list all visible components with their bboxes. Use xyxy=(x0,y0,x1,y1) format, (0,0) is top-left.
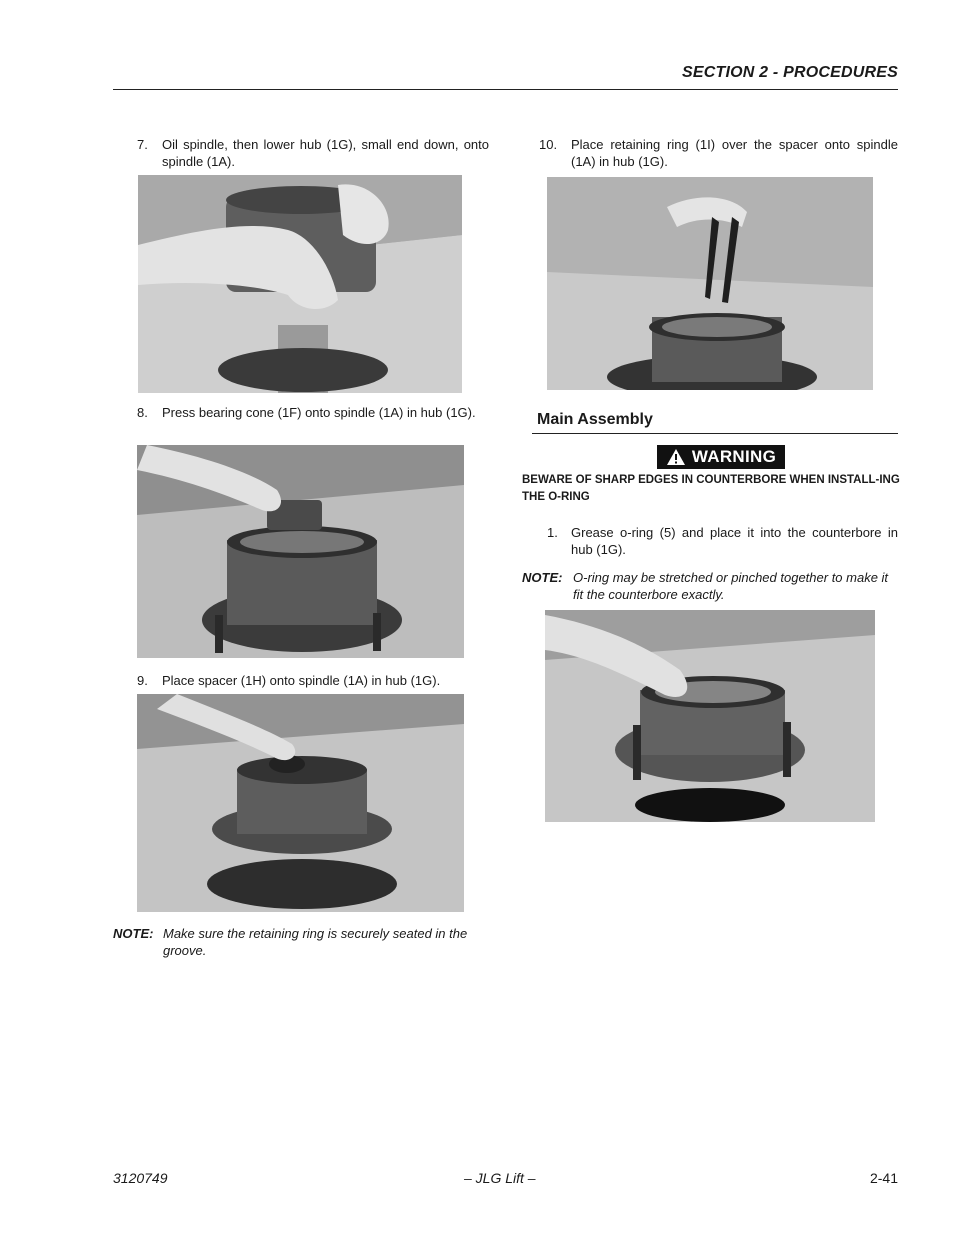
header-rule xyxy=(113,89,898,90)
step-number: 8. xyxy=(137,405,148,420)
footer-page-number: 2-41 xyxy=(869,1170,898,1186)
footer-center: – JLG Lift – xyxy=(464,1170,536,1186)
step-text: Place spacer (1H) onto spindle (1A) in hub (1G). xyxy=(162,673,441,688)
note-text: Make sure the retaining ring is securely seated in the groove. xyxy=(163,926,468,958)
photo-grease-oring xyxy=(545,610,875,822)
step-number: 9. xyxy=(137,673,148,688)
note-label: NOTE: xyxy=(113,926,154,941)
photo-place-spacer xyxy=(137,694,464,912)
step-8 xyxy=(137,404,489,440)
warning-label: WARNING xyxy=(691,447,777,466)
main-assembly-rule xyxy=(532,433,898,434)
warning-text: BEWARE OF SHARP EDGES IN COUNTERBORE WHEN INSTALL-ING THE O-RING xyxy=(522,474,900,503)
note-label: NOTE: xyxy=(522,570,563,585)
step-number: 10. xyxy=(539,137,558,152)
footer-doc-number: 3120749 xyxy=(113,1170,168,1186)
warning-label-box xyxy=(657,445,785,469)
note-retaining-ring xyxy=(113,925,489,961)
warning-triangle-icon xyxy=(666,448,686,466)
section-title: SECTION 2 - PROCEDURES xyxy=(682,64,898,81)
step-text: Oil spindle, then lower hub (1G), small end down, onto spindle (1A). xyxy=(162,137,489,169)
main-assembly-heading: Main Assembly xyxy=(537,411,653,428)
step-number: 1. xyxy=(547,525,558,540)
step-10 xyxy=(539,136,898,172)
step-1-grease-oring xyxy=(547,524,898,560)
step-number: 7. xyxy=(137,137,148,152)
photo-place-retaining-ring xyxy=(547,177,873,390)
step-text: Grease o-ring (5) and place it into the counterbore in hub (1G). xyxy=(571,525,898,557)
step-text: Place retaining ring (1I) over the spacer onto spindle (1A) in hub (1G). xyxy=(571,137,898,169)
note-text: O-ring may be stretched or pinched together to make it fit the counterbore exactly. xyxy=(573,570,889,602)
step-text: Press bearing cone (1F) onto spindle (1A) in hub (1G). xyxy=(162,405,476,420)
photo-hub-lowered-onto-spindle xyxy=(138,175,462,393)
note-oring xyxy=(522,569,900,605)
step-9 xyxy=(137,672,489,690)
photo-press-bearing-cone xyxy=(137,445,464,658)
step-7 xyxy=(137,136,489,172)
